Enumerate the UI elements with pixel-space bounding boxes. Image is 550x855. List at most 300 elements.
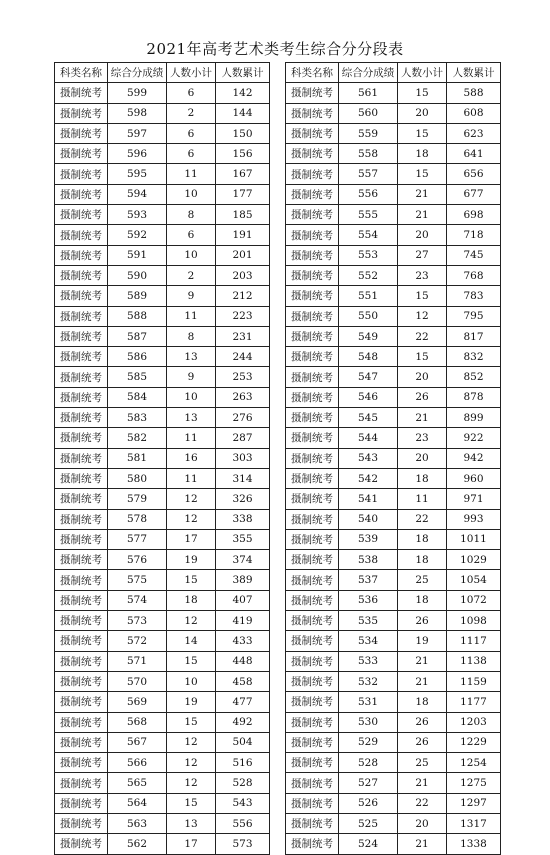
table-row xyxy=(286,509,501,529)
cell-score: 527 xyxy=(339,773,398,793)
cell-category: 摄制统考 xyxy=(286,732,339,752)
cell-score: 590 xyxy=(108,265,167,285)
cell-count: 18 xyxy=(398,144,447,164)
cell-count: 12 xyxy=(167,489,216,509)
cell-category: 摄制统考 xyxy=(286,773,339,793)
table-row xyxy=(286,489,501,509)
cell-cumulative: 698 xyxy=(447,205,501,225)
cell-category: 摄制统考 xyxy=(286,286,339,306)
cell-score: 576 xyxy=(108,550,167,570)
table-row xyxy=(55,550,270,570)
table-row xyxy=(286,793,501,813)
cell-category: 摄制统考 xyxy=(55,144,108,164)
table-row xyxy=(55,448,270,468)
cell-score: 530 xyxy=(339,712,398,732)
table-row xyxy=(55,245,270,265)
table-header-row xyxy=(55,63,270,83)
cell-cumulative: 543 xyxy=(216,793,270,813)
cell-cumulative: 783 xyxy=(447,286,501,306)
cell-category: 摄制统考 xyxy=(55,265,108,285)
table-row xyxy=(55,813,270,833)
cell-cumulative: 971 xyxy=(447,489,501,509)
cell-count: 19 xyxy=(167,692,216,712)
cell-count: 17 xyxy=(167,529,216,549)
table-row xyxy=(286,834,501,854)
table-row xyxy=(286,144,501,164)
table-row xyxy=(286,103,501,123)
cell-score: 548 xyxy=(339,347,398,367)
cell-count: 26 xyxy=(398,611,447,631)
cell-category: 摄制统考 xyxy=(286,590,339,610)
cell-count: 6 xyxy=(167,144,216,164)
cell-category: 摄制统考 xyxy=(55,732,108,752)
cell-count: 22 xyxy=(398,509,447,529)
cell-cumulative: 608 xyxy=(447,103,501,123)
table-row xyxy=(55,144,270,164)
cell-count: 11 xyxy=(167,468,216,488)
table-row xyxy=(286,712,501,732)
cell-category: 摄制统考 xyxy=(286,265,339,285)
cell-category: 摄制统考 xyxy=(55,692,108,712)
cell-category: 摄制统考 xyxy=(55,428,108,448)
cell-score: 558 xyxy=(339,144,398,164)
cell-cumulative: 326 xyxy=(216,489,270,509)
cell-cumulative: 528 xyxy=(216,773,270,793)
cell-score: 554 xyxy=(339,225,398,245)
table-row xyxy=(286,164,501,184)
cell-category: 摄制统考 xyxy=(286,651,339,671)
cell-cumulative: 150 xyxy=(216,123,270,143)
cell-category: 摄制统考 xyxy=(286,529,339,549)
cell-score: 524 xyxy=(339,834,398,854)
cell-category: 摄制统考 xyxy=(286,123,339,143)
cell-count: 21 xyxy=(398,651,447,671)
cell-count: 18 xyxy=(398,692,447,712)
cell-category: 摄制统考 xyxy=(55,306,108,326)
table-row xyxy=(55,387,270,407)
cell-count: 2 xyxy=(167,103,216,123)
cell-count: 15 xyxy=(398,123,447,143)
table-row xyxy=(55,590,270,610)
cell-cumulative: 516 xyxy=(216,753,270,773)
cell-category: 摄制统考 xyxy=(55,347,108,367)
cell-score: 541 xyxy=(339,489,398,509)
cell-score: 595 xyxy=(108,164,167,184)
table-row xyxy=(55,611,270,631)
cell-category: 摄制统考 xyxy=(55,123,108,143)
cell-count: 2 xyxy=(167,265,216,285)
cell-count: 21 xyxy=(398,671,447,691)
table-row xyxy=(55,732,270,752)
table-row xyxy=(286,732,501,752)
table-row xyxy=(286,813,501,833)
cell-score: 592 xyxy=(108,225,167,245)
cell-score: 573 xyxy=(108,611,167,631)
cell-count: 20 xyxy=(398,225,447,245)
cell-score: 578 xyxy=(108,509,167,529)
table-row xyxy=(55,123,270,143)
cell-count: 10 xyxy=(167,184,216,204)
cell-cumulative: 244 xyxy=(216,347,270,367)
header-count: 人数小计 xyxy=(398,63,447,83)
cell-category: 摄制统考 xyxy=(286,205,339,225)
cell-score: 589 xyxy=(108,286,167,306)
cell-score: 543 xyxy=(339,448,398,468)
cell-score: 588 xyxy=(108,306,167,326)
cell-cumulative: 745 xyxy=(447,245,501,265)
cell-score: 568 xyxy=(108,712,167,732)
cell-category: 摄制统考 xyxy=(286,144,339,164)
table-row xyxy=(286,245,501,265)
cell-count: 14 xyxy=(167,631,216,651)
cell-count: 22 xyxy=(398,793,447,813)
cell-cumulative: 419 xyxy=(216,611,270,631)
cell-category: 摄制统考 xyxy=(55,813,108,833)
cell-cumulative: 492 xyxy=(216,712,270,732)
cell-count: 23 xyxy=(398,265,447,285)
cell-category: 摄制统考 xyxy=(286,793,339,813)
cell-count: 11 xyxy=(167,164,216,184)
cell-category: 摄制统考 xyxy=(286,448,339,468)
cell-score: 525 xyxy=(339,813,398,833)
table-row xyxy=(286,753,501,773)
table-row xyxy=(286,671,501,691)
header-score: 综合分成绩 xyxy=(339,63,398,83)
cell-score: 549 xyxy=(339,326,398,346)
cell-score: 539 xyxy=(339,529,398,549)
cell-cumulative: 878 xyxy=(447,387,501,407)
table-row xyxy=(286,347,501,367)
table-row xyxy=(286,184,501,204)
cell-count: 11 xyxy=(167,306,216,326)
table-row xyxy=(286,408,501,428)
cell-count: 26 xyxy=(398,732,447,752)
cell-count: 15 xyxy=(398,286,447,306)
cell-cumulative: 223 xyxy=(216,306,270,326)
cell-cumulative: 1203 xyxy=(447,712,501,732)
cell-category: 摄制统考 xyxy=(55,387,108,407)
cell-score: 596 xyxy=(108,144,167,164)
cell-count: 20 xyxy=(398,367,447,387)
cell-cumulative: 1029 xyxy=(447,550,501,570)
cell-category: 摄制统考 xyxy=(55,489,108,509)
table-row xyxy=(55,651,270,671)
cell-score: 583 xyxy=(108,408,167,428)
cell-count: 15 xyxy=(167,793,216,813)
table-row xyxy=(55,286,270,306)
cell-cumulative: 1011 xyxy=(447,529,501,549)
table-row xyxy=(55,306,270,326)
cell-score: 559 xyxy=(339,123,398,143)
cell-score: 593 xyxy=(108,205,167,225)
cell-count: 6 xyxy=(167,83,216,103)
cell-category: 摄制统考 xyxy=(286,813,339,833)
cell-score: 553 xyxy=(339,245,398,265)
table-row xyxy=(55,570,270,590)
table-row xyxy=(55,692,270,712)
cell-score: 599 xyxy=(108,83,167,103)
cell-category: 摄制统考 xyxy=(286,753,339,773)
cell-count: 18 xyxy=(398,550,447,570)
table-row xyxy=(286,590,501,610)
cell-count: 26 xyxy=(398,387,447,407)
table-row xyxy=(286,306,501,326)
cell-cumulative: 1117 xyxy=(447,631,501,651)
cell-count: 6 xyxy=(167,123,216,143)
cell-category: 摄制统考 xyxy=(286,225,339,245)
cell-cumulative: 185 xyxy=(216,205,270,225)
cell-score: 535 xyxy=(339,611,398,631)
table-row xyxy=(286,326,501,346)
cell-score: 591 xyxy=(108,245,167,265)
table-row xyxy=(55,529,270,549)
cell-cumulative: 374 xyxy=(216,550,270,570)
table-row xyxy=(55,83,270,103)
cell-category: 摄制统考 xyxy=(286,103,339,123)
cell-cumulative: 993 xyxy=(447,509,501,529)
cell-count: 20 xyxy=(398,103,447,123)
cell-count: 10 xyxy=(167,671,216,691)
table-row xyxy=(55,509,270,529)
cell-category: 摄制统考 xyxy=(286,489,339,509)
table-body-left xyxy=(55,83,270,854)
cell-category: 摄制统考 xyxy=(286,468,339,488)
cell-cumulative: 253 xyxy=(216,367,270,387)
cell-cumulative: 287 xyxy=(216,428,270,448)
cell-count: 15 xyxy=(167,712,216,732)
table-row xyxy=(55,103,270,123)
table-row xyxy=(286,265,501,285)
cell-score: 551 xyxy=(339,286,398,306)
score-table-left xyxy=(54,62,270,855)
cell-count: 18 xyxy=(398,529,447,549)
cell-cumulative: 656 xyxy=(447,164,501,184)
cell-category: 摄制统考 xyxy=(286,834,339,854)
cell-category: 摄制统考 xyxy=(55,773,108,793)
cell-count: 15 xyxy=(398,347,447,367)
cell-cumulative: 156 xyxy=(216,144,270,164)
cell-count: 16 xyxy=(167,448,216,468)
header-score: 综合分成绩 xyxy=(108,63,167,83)
cell-category: 摄制统考 xyxy=(55,83,108,103)
table-row xyxy=(55,326,270,346)
table-row xyxy=(286,773,501,793)
header-category: 科类名称 xyxy=(286,63,339,83)
table-header-row xyxy=(286,63,501,83)
cell-category: 摄制统考 xyxy=(55,570,108,590)
header-cumulative: 人数累计 xyxy=(216,63,270,83)
cell-cumulative: 201 xyxy=(216,245,270,265)
cell-category: 摄制统考 xyxy=(55,671,108,691)
table-row xyxy=(286,550,501,570)
cell-cumulative: 1054 xyxy=(447,570,501,590)
cell-cumulative: 641 xyxy=(447,144,501,164)
cell-cumulative: 203 xyxy=(216,265,270,285)
header-count: 人数小计 xyxy=(167,63,216,83)
cell-count: 25 xyxy=(398,753,447,773)
cell-category: 摄制统考 xyxy=(286,408,339,428)
cell-category: 摄制统考 xyxy=(55,245,108,265)
cell-category: 摄制统考 xyxy=(286,428,339,448)
cell-cumulative: 1072 xyxy=(447,590,501,610)
cell-cumulative: 177 xyxy=(216,184,270,204)
cell-category: 摄制统考 xyxy=(286,306,339,326)
cell-cumulative: 448 xyxy=(216,651,270,671)
header-cumulative: 人数累计 xyxy=(447,63,501,83)
cell-category: 摄制统考 xyxy=(55,448,108,468)
cell-score: 526 xyxy=(339,793,398,813)
cell-category: 摄制统考 xyxy=(55,326,108,346)
cell-cumulative: 588 xyxy=(447,83,501,103)
cell-cumulative: 852 xyxy=(447,367,501,387)
cell-cumulative: 1138 xyxy=(447,651,501,671)
cell-score: 536 xyxy=(339,590,398,610)
cell-count: 15 xyxy=(398,164,447,184)
cell-count: 12 xyxy=(167,732,216,752)
cell-count: 11 xyxy=(398,489,447,509)
cell-cumulative: 144 xyxy=(216,103,270,123)
table-row xyxy=(286,651,501,671)
cell-cumulative: 263 xyxy=(216,387,270,407)
table-row xyxy=(55,428,270,448)
cell-category: 摄制统考 xyxy=(55,103,108,123)
cell-count: 21 xyxy=(398,408,447,428)
table-row xyxy=(55,347,270,367)
cell-category: 摄制统考 xyxy=(286,184,339,204)
cell-score: 542 xyxy=(339,468,398,488)
cell-category: 摄制统考 xyxy=(55,184,108,204)
table-row xyxy=(286,631,501,651)
table-row xyxy=(286,611,501,631)
cell-score: 582 xyxy=(108,428,167,448)
cell-cumulative: 212 xyxy=(216,286,270,306)
cell-score: 570 xyxy=(108,671,167,691)
table-row xyxy=(55,468,270,488)
table-row xyxy=(55,671,270,691)
table-row xyxy=(55,225,270,245)
table-row xyxy=(55,164,270,184)
cell-category: 摄制统考 xyxy=(286,347,339,367)
table-row xyxy=(286,448,501,468)
cell-cumulative: 1159 xyxy=(447,671,501,691)
cell-category: 摄制统考 xyxy=(286,671,339,691)
table-row xyxy=(286,225,501,245)
cell-count: 13 xyxy=(167,813,216,833)
table-row xyxy=(286,123,501,143)
cell-score: 587 xyxy=(108,326,167,346)
cell-category: 摄制统考 xyxy=(286,692,339,712)
cell-cumulative: 433 xyxy=(216,631,270,651)
table-row xyxy=(286,367,501,387)
cell-score: 567 xyxy=(108,732,167,752)
cell-count: 25 xyxy=(398,570,447,590)
cell-cumulative: 718 xyxy=(447,225,501,245)
table-row xyxy=(286,387,501,407)
score-table-right xyxy=(285,62,501,855)
cell-category: 摄制统考 xyxy=(55,164,108,184)
cell-category: 摄制统考 xyxy=(55,529,108,549)
cell-count: 8 xyxy=(167,326,216,346)
table-row xyxy=(55,793,270,813)
cell-cumulative: 303 xyxy=(216,448,270,468)
cell-score: 575 xyxy=(108,570,167,590)
cell-count: 13 xyxy=(167,408,216,428)
table-row xyxy=(55,489,270,509)
cell-count: 12 xyxy=(167,509,216,529)
cell-count: 17 xyxy=(167,834,216,854)
cell-count: 13 xyxy=(167,347,216,367)
cell-count: 21 xyxy=(398,834,447,854)
cell-score: 552 xyxy=(339,265,398,285)
cell-category: 摄制统考 xyxy=(55,834,108,854)
cell-cumulative: 795 xyxy=(447,306,501,326)
cell-count: 21 xyxy=(398,205,447,225)
cell-count: 18 xyxy=(398,590,447,610)
cell-category: 摄制统考 xyxy=(286,570,339,590)
cell-count: 27 xyxy=(398,245,447,265)
cell-score: 586 xyxy=(108,347,167,367)
cell-cumulative: 942 xyxy=(447,448,501,468)
cell-category: 摄制统考 xyxy=(55,509,108,529)
cell-score: 577 xyxy=(108,529,167,549)
cell-count: 20 xyxy=(398,448,447,468)
table-row xyxy=(55,184,270,204)
cell-score: 574 xyxy=(108,590,167,610)
header-category: 科类名称 xyxy=(55,63,108,83)
cell-cumulative: 231 xyxy=(216,326,270,346)
cell-cumulative: 573 xyxy=(216,834,270,854)
cell-score: 564 xyxy=(108,793,167,813)
cell-cumulative: 832 xyxy=(447,347,501,367)
cell-category: 摄制统考 xyxy=(286,164,339,184)
cell-cumulative: 276 xyxy=(216,408,270,428)
cell-count: 6 xyxy=(167,225,216,245)
cell-score: 569 xyxy=(108,692,167,712)
cell-category: 摄制统考 xyxy=(55,367,108,387)
table-row xyxy=(55,834,270,854)
cell-category: 摄制统考 xyxy=(55,408,108,428)
cell-score: 580 xyxy=(108,468,167,488)
cell-count: 18 xyxy=(167,590,216,610)
table-row xyxy=(286,468,501,488)
cell-cumulative: 407 xyxy=(216,590,270,610)
cell-count: 15 xyxy=(167,651,216,671)
cell-category: 摄制统考 xyxy=(55,590,108,610)
cell-cumulative: 338 xyxy=(216,509,270,529)
cell-score: 571 xyxy=(108,651,167,671)
cell-count: 10 xyxy=(167,387,216,407)
cell-score: 528 xyxy=(339,753,398,773)
cell-cumulative: 1098 xyxy=(447,611,501,631)
table-row xyxy=(55,205,270,225)
cell-cumulative: 1275 xyxy=(447,773,501,793)
cell-cumulative: 556 xyxy=(216,813,270,833)
table-row xyxy=(286,286,501,306)
cell-score: 560 xyxy=(339,103,398,123)
cell-category: 摄制统考 xyxy=(55,468,108,488)
cell-count: 19 xyxy=(167,550,216,570)
cell-category: 摄制统考 xyxy=(55,651,108,671)
cell-cumulative: 1317 xyxy=(447,813,501,833)
cell-cumulative: 1338 xyxy=(447,834,501,854)
cell-score: 561 xyxy=(339,83,398,103)
cell-category: 摄制统考 xyxy=(55,712,108,732)
cell-count: 15 xyxy=(167,570,216,590)
cell-category: 摄制统考 xyxy=(286,509,339,529)
cell-score: 538 xyxy=(339,550,398,570)
cell-cumulative: 817 xyxy=(447,326,501,346)
cell-category: 摄制统考 xyxy=(55,286,108,306)
